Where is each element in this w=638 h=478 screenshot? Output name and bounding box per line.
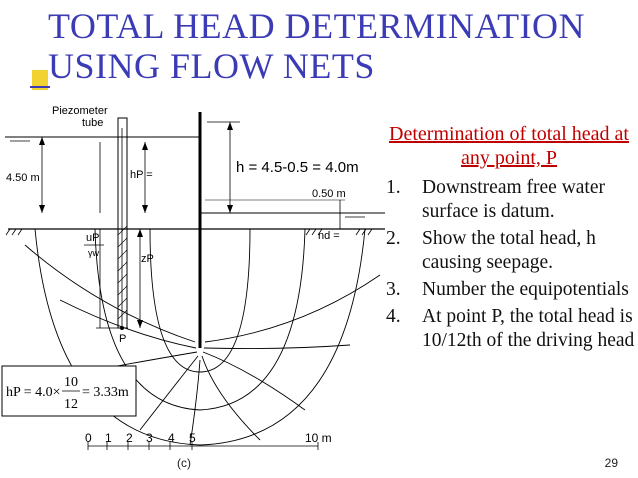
step-text: Downstream free water surface is datum.	[422, 177, 605, 222]
head-equation: h = 4.5-0.5 = 4.0m	[236, 159, 359, 176]
scale-end-label: 10 m	[305, 431, 332, 445]
arrow-head	[137, 229, 143, 237]
scale-tick-label: 2	[126, 431, 133, 445]
scale-tick-label: 1	[105, 431, 112, 445]
hp-label: hP =	[130, 169, 153, 181]
formula-denominator: 12	[64, 397, 78, 412]
step-number: 3.	[386, 279, 401, 300]
steps-list	[386, 176, 636, 353]
scale-tick-label: 3	[146, 431, 153, 445]
slide-page-number: 29	[604, 456, 618, 470]
gamma-w-label: γw	[88, 248, 99, 258]
step-number: 2.	[386, 228, 401, 249]
piezometer-label: Piezometer	[52, 105, 108, 117]
zp-label: zP	[141, 253, 154, 265]
point-p-label: P	[119, 333, 127, 345]
scale-tick-label: 0	[85, 431, 92, 445]
formula-numerator: 10	[64, 375, 78, 390]
step-text: Number the equipotentials	[422, 279, 629, 300]
slide-title-line-1: TOTAL HEAD DETERMINATION	[48, 6, 586, 46]
slide-title-line-2: USING FLOW NETS	[48, 46, 375, 86]
point-p	[120, 326, 124, 330]
step-item	[386, 176, 636, 224]
diagram-caption: (c)	[177, 456, 191, 470]
tube-hatching	[118, 226, 127, 319]
step-text: Show the total head, h causing seepage.	[422, 228, 596, 273]
step-text: At point P, the total head is 10/12th of the driving head	[422, 306, 635, 351]
arrow-head	[227, 122, 233, 130]
nd-label: nd =	[318, 230, 340, 242]
upstream-head-label: 4.50 m	[6, 172, 40, 184]
step-item	[386, 305, 636, 353]
arrow-head	[142, 205, 148, 213]
scale-tick-label: 5	[189, 431, 196, 445]
up-label: uP	[86, 232, 100, 244]
step-number: 4.	[386, 306, 401, 327]
step-number: 1.	[386, 177, 401, 198]
step-item	[386, 227, 636, 275]
step-item	[386, 278, 636, 302]
panel-subheading: Determination of total head at any point, P	[389, 123, 629, 169]
formula-rhs: = 3.33m	[82, 385, 129, 400]
formula-lhs: hP = 4.0×	[6, 385, 61, 400]
piezometer-tube	[118, 118, 127, 328]
tube-label: tube	[82, 117, 104, 129]
arrow-head	[39, 205, 45, 213]
downstream-head-label: 0.50 m	[312, 188, 346, 200]
arrow-head	[227, 205, 233, 213]
explanation-panel	[386, 122, 636, 356]
scale-tick-label: 4	[168, 431, 175, 445]
arrow-head	[39, 137, 45, 145]
arrow-head	[142, 142, 148, 150]
